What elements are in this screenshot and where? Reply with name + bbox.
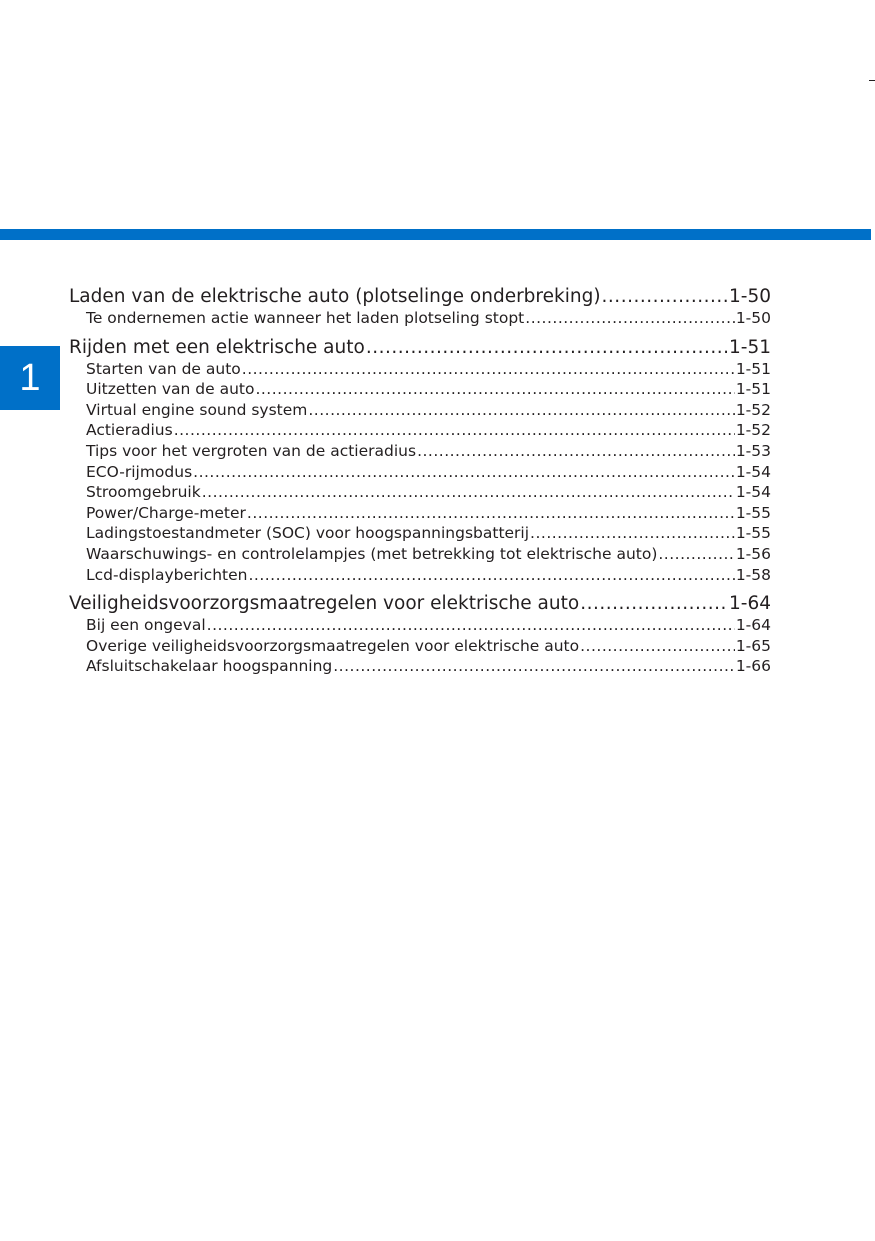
toc-entry-title: Afsluitschakelaar hoogspanning: [86, 657, 333, 676]
toc-section-entry[interactable]: [69, 335, 771, 359]
toc-page-number: 1-58: [735, 565, 771, 584]
dot-leader: [174, 420, 735, 441]
toc-page-number: 1-51: [735, 380, 771, 399]
table-of-contents: [69, 284, 771, 683]
toc-subentry[interactable]: [69, 400, 771, 421]
toc-entry-title: Virtual engine sound system: [86, 400, 308, 419]
toc-page-number: 1-50: [729, 286, 771, 307]
toc-entry-title: Tips voor het vergroten van de actieradius: [86, 441, 417, 460]
toc-page-number: 1-51: [735, 359, 771, 378]
toc-subentry[interactable]: [69, 462, 771, 483]
dot-leader: [193, 462, 735, 483]
dot-leader: [530, 523, 735, 544]
toc-entry-title: Overige veiligheidsvoorzorgsmaatregelen voor elektrische auto: [86, 636, 580, 655]
toc-subentry[interactable]: [69, 482, 771, 503]
toc-section: [69, 591, 771, 677]
dot-leader: [308, 400, 734, 421]
toc-entry-title: Veiligheidsvoorzorgsmaatregelen voor elektrische auto: [69, 593, 580, 615]
toc-section-entry[interactable]: [69, 591, 771, 615]
dot-leader: [602, 284, 728, 310]
toc-page-number: 1-55: [735, 503, 771, 522]
toc-entry-title: Ladingstoestandmeter (SOC) voor hoogspanningsbatterij: [86, 524, 530, 543]
toc-page-number: 1-55: [735, 524, 771, 543]
toc-entry-title: Waarschuwings- en controlelampjes (met betrekking tot elektrische auto): [86, 544, 658, 563]
toc-page-number: 1-52: [735, 400, 771, 419]
dot-leader: [202, 482, 735, 503]
chapter-tab: [0, 346, 60, 410]
toc-subentry[interactable]: [69, 636, 771, 657]
toc-subentry[interactable]: [69, 656, 771, 677]
toc-subentry[interactable]: [69, 379, 771, 400]
dot-leader: [247, 503, 735, 524]
toc-entry-title: ECO-rijmodus: [86, 462, 193, 481]
toc-entry-title: Lcd-displayberichten: [86, 565, 248, 584]
toc-page-number: 1-50: [735, 309, 771, 327]
toc-page-number: 1-65: [735, 636, 771, 655]
toc-section: [69, 284, 771, 329]
toc-subentry[interactable]: [69, 615, 771, 636]
toc-entry-title: Rijden met een elektrische auto: [69, 336, 365, 358]
dot-leader: [366, 335, 728, 361]
dot-leader: [333, 656, 735, 677]
dot-leader: [242, 359, 735, 380]
toc-section: [69, 335, 771, 586]
toc-entry-title: Stroomgebruik: [86, 483, 201, 502]
toc-subentry[interactable]: [69, 420, 771, 441]
toc-entry-title: Bij een ongeval: [86, 616, 206, 635]
toc-entry-title: Starten van de auto: [86, 359, 241, 378]
dot-leader: [580, 591, 728, 617]
toc-page-number: 1-53: [735, 441, 771, 460]
toc-subentry[interactable]: [69, 565, 771, 586]
toc-entry-title: Actieradius: [86, 421, 173, 440]
dot-leader: [207, 615, 735, 636]
toc-subentry[interactable]: [69, 503, 771, 524]
dot-leader: [248, 565, 734, 586]
dot-leader: [525, 308, 735, 329]
toc-entry-title: Power/Charge-meter: [86, 503, 246, 522]
toc-subentry[interactable]: [69, 441, 771, 462]
toc-subentry[interactable]: [69, 523, 771, 544]
toc-page-number: 1-54: [735, 483, 771, 502]
dot-leader: [580, 636, 735, 657]
toc-section-entry[interactable]: [69, 284, 771, 308]
toc-subentry[interactable]: [69, 308, 771, 329]
toc-page-number: 1-54: [735, 462, 771, 481]
dot-leader: [255, 379, 734, 400]
toc-entry-title: Uitzetten van de auto: [86, 380, 255, 399]
toc-entry-title: Te ondernemen actie wanneer het laden plotseling stopt: [86, 309, 525, 327]
toc-subentry[interactable]: [69, 544, 771, 565]
chapter-number: 1: [19, 356, 41, 399]
toc-page-number: 1-51: [729, 336, 771, 358]
toc-page-number: 1-64: [735, 616, 771, 635]
toc-entry-title: Laden van de elektrische auto (plotselinge onderbreking): [69, 286, 601, 307]
toc-page-number: 1-66: [735, 657, 771, 676]
toc-page-number: 1-56: [735, 544, 771, 563]
crop-mark: [869, 80, 875, 81]
header-accent-bar: [0, 229, 871, 240]
toc-subentry[interactable]: [69, 359, 771, 380]
dot-leader: [417, 441, 735, 462]
toc-page-number: 1-64: [729, 593, 771, 615]
toc-page-number: 1-52: [735, 421, 771, 440]
dot-leader: [658, 544, 734, 565]
